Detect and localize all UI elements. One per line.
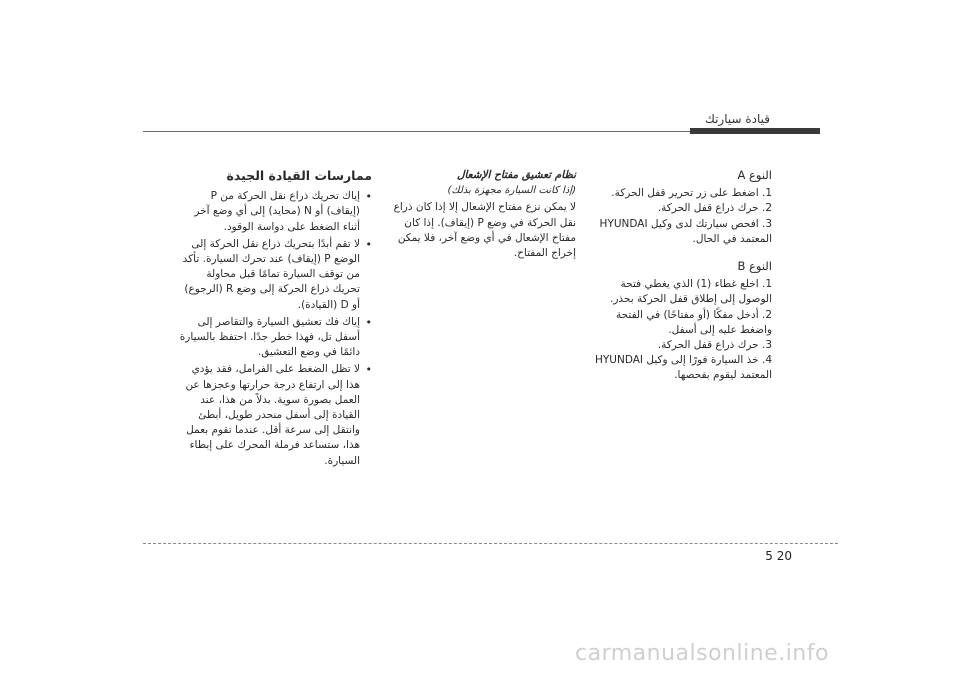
list-item: 3. حرك ذراع قفل الحركة. — [657, 339, 772, 352]
list-item: 1. اضغط على زر تحرير قفل الحركة. — [611, 187, 772, 200]
header-rule-thin — [143, 131, 691, 132]
list-item: 2. أدخل مفكًا (أو مفتاحًا) في الفتحة واضغط عليه إلى أسفل. — [616, 308, 772, 336]
practices-title: ممارسات القيادة الجيدة — [226, 168, 372, 183]
interlock-title: نظام تعشيق مفتاح الإشعال — [456, 169, 576, 181]
column-release-procedure — [586, 168, 772, 396]
list-item: • إياك تحريك ذراع نقل الحركة من P (إيقاف) أو N (محايد) إلى أي وضع آخر أثناء الضغط على دواسة الوقود. — [176, 189, 360, 235]
list-item: 3. افحص سيارتك لدى وكيل HYUNDAI المعتمد في الحال. — [599, 217, 772, 245]
column-driving-practices — [176, 168, 372, 471]
column-key-interlock — [380, 168, 576, 261]
list-item: • لا تظل الضغط على الفرامل، فقد يؤدي هذا إلى ارتفاع درجة حرارتها وعجزها عن العمل بصورة سوية. بدلاً من هذا، عند القيادة إلى أسفل منحدر طويل، أبطئ وانتقل إلى سرعة أقل. عندما تقوم بعمل هذا، ستساعد فرملة المحرك على إبطاء السيارة. — [176, 362, 360, 468]
footer-rule — [143, 543, 838, 544]
page-number: 5 20 — [765, 549, 792, 563]
list-item: 2. حرك ذراع قفل الحركة. — [657, 202, 772, 215]
type-a-heading: النوع A — [737, 168, 772, 182]
list-item: • إياك فك تعشيق السيارة والتقاصر إلى أسفل تل، فهذا خطر جدًا. احتفظ بالسيارة دائمًا في وضع التعشيق. — [176, 315, 360, 361]
list-item: • لا تقم أبدًا بتحريك ذراع نقل الحركة إلى الوضع P (إيقاف) عند تحرك السيارة. تأكد من توقف السيارة تمامًا قبل محاولة تحريك ذراع الحركة إلى وضع R (الرجوع) أو D (القيادة). — [176, 237, 360, 313]
list-item: 4. خذ السيارة فورًا إلى وكيل HYUNDAI المعتمد ليقوم بفحصها. — [595, 354, 772, 382]
header-rule-thick — [690, 128, 820, 134]
interlock-body: لا يمكن نزع مفتاح الإشعال إلا إذا كان ذراع نقل الحركة في وضع P (إيقاف). إذا كان مفتاح الإشعال في أي وضع آخر، فلا يمكن إخراج المفتاح. — [393, 201, 576, 260]
practices-list — [176, 189, 372, 469]
watermark-text: carmanualsonline.info — [575, 641, 829, 666]
interlock-subtitle: (إذا كانت السيارة مجهزة بذلك) — [447, 185, 576, 197]
list-item: 1. اخلع غطاء (1) الذي يغطي فتحة الوصول إلى إطلاق قفل الحركة بحذر. — [610, 278, 772, 306]
type-b-heading: النوع B — [737, 259, 772, 274]
section-header-title: قيادة سيارتك — [704, 112, 770, 126]
type-b-steps — [586, 277, 772, 383]
type-a-steps — [586, 186, 772, 247]
